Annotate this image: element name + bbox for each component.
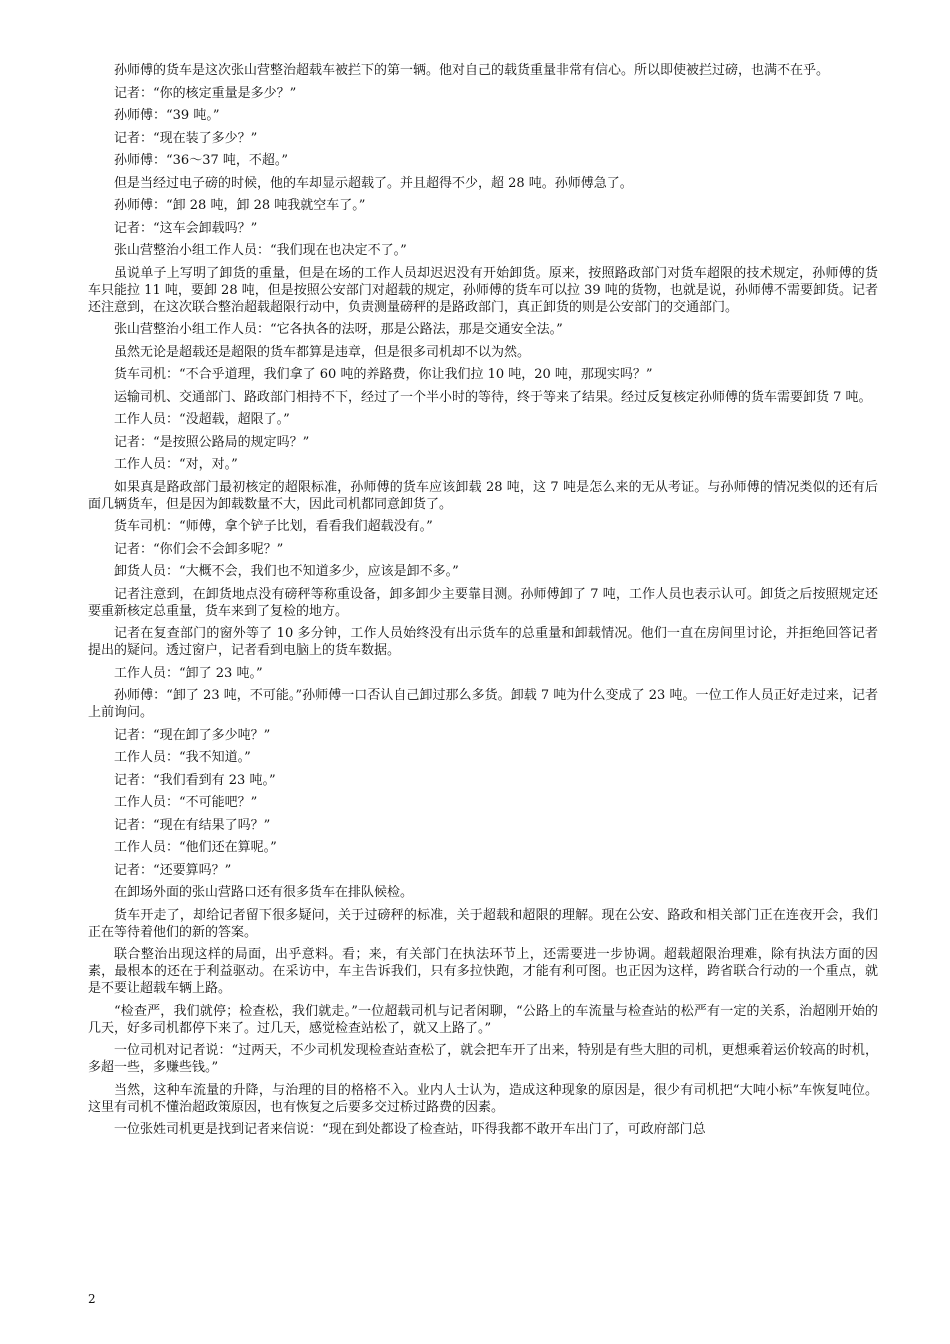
paragraph: 记者注意到，在卸货地点没有磅秤等称重设备，卸多卸少主要靠目测。孙师傅卸了 7 吨，工作人员也表示认可。卸货之后按照规定还要重新核定总重量，货车来到了复检的地方。 — [88, 586, 878, 619]
paragraph: 记者在复查部门的窗外等了 10 多分钟，工作人员始终没有出示货车的总重量和卸载情况。他们一直在房间里讨论，并拒绝回答记者提出的疑问。透过窗户，记者看到电脑上的货车数据。 — [88, 626, 878, 658]
paragraph: 记者：“我们看到有 23 吨。” — [114, 772, 276, 788]
paragraph: 张山营整治小组工作人员：“我们现在也决定不了。” — [114, 243, 407, 258]
page-number: 2 — [88, 1292, 96, 1306]
paragraph: 孙师傅：“39 吨。” — [114, 108, 220, 123]
paragraph: 虽说单子上写明了卸货的重量，但是在场的工作人员却迟迟没有开始卸货。原来，按照路政部门对货车超限的技术规定，孙师傅的货车只能拉 11 吨，要卸 28 吨，但是按照公安部门对超载的规定，孙师傅的货车可以拉 39 吨的货物，也就是说，孙师傅不需要卸货。记者还注意到，在这次联合整治超载超限行动中，负责测量磅秤的是路政部门，真正卸货的则是公安部门的交通部门。 — [88, 265, 878, 315]
paragraph: 虽然无论是超载还是超限的货车都算是违章，但是很多司机却不以为然。 — [114, 344, 531, 360]
paragraph: 孙师傅：“卸了 23 吨，不可能。”孙师傅一口否认自己卸过那么多货。卸载 7 吨为什么变成了 23 吨。一位工作人员正好走过来，记者上前询问。 — [88, 688, 878, 720]
paragraph: 孙师傅：“36～37 吨，不超。” — [114, 153, 289, 168]
paragraph: 运输司机、交通部门、路政部门相持不下，经过了一个半小时的等待，终于等来了结果。经过反复核定孙师傅的货车需要卸货 7 吨。 — [114, 389, 872, 405]
paragraph: 在卸场外面的张山营路口还有很多货车在排队候检。 — [114, 885, 414, 900]
paragraph: 记者：“是按照公路局的规定吗？” — [114, 434, 310, 450]
paragraph: 张山营整治小组工作人员：“它各执各的法呀，那是公路法，那是交通安全法。” — [114, 322, 563, 337]
paragraph: 工作人员：“不可能吧？” — [114, 795, 258, 810]
paragraph: 联合整治出现这样的局面，出乎意料。看；来，有关部门在执法环节上，还需要进一步协调。超载超限治理难，除有执法方面的因素，最根本的还在于利益驱动。在采访中，车主告诉我们，只有多拉快跑，才能有利可图。也正因为这样，跨省联合行动的一个重点，就是不要让超载车辆上路。 — [88, 947, 878, 996]
paragraph: “检查严，我们就停；检查松，我们就走。”一位超载司机与记者闲聊，“公路上的车流量与检查站的松严有一定的关系，治超刚开始的几天，好多司机都停下来了。过几天，感觉检查站松了，就又上路了。” — [88, 1003, 878, 1036]
paragraph: 一位张姓司机更是找到记者来信说：“现在到处都设了检查站，吓得我都不敢开车出门了，可政府部门总 — [114, 1122, 706, 1137]
paragraph: 记者：“你的核定重量是多少？” — [114, 85, 297, 101]
paragraph: 记者：“还要算吗？” — [114, 862, 232, 878]
paragraph: 记者：“现在卸了多少吨？” — [114, 727, 271, 743]
document-body — [88, 62, 878, 1144]
paragraph: 当然，这种车流量的升降，与治理的目的格格不入。业内人士认为，造成这种现象的原因是，很少有司机把“大吨小标”车恢复吨位。这里有司机不懂治超政策原因，也有恢复之后要多交过桥过路费的因素。 — [88, 1082, 878, 1115]
paragraph: 工作人员：“没超载，超限了。” — [114, 412, 290, 427]
paragraph: 工作人员：“他们还在算呢。” — [114, 840, 277, 855]
paragraph: 货车司机：“不合乎道理，我们拿了 60 吨的养路费，你让我们拉 10 吨，20 吨，那现实吗？” — [114, 367, 653, 382]
paragraph: 货车开走了，却给记者留下很多疑问，关于过磅秤的标准，关于超载和超限的理解。现在公安、路政和相关部门正在连夜开会，我们正在等待着他们的新的答案。 — [88, 907, 878, 940]
paragraph: 如果真是路政部门最初核定的超限标准，孙师傅的货车应该卸载 28 吨，这 7 吨是怎么来的无从考证。与孙师傅的情况类似的还有后面几辆货车，但是因为卸载数量不大，因此司机都同意卸货了。 — [88, 479, 878, 512]
paragraph: 记者：“你们会不会卸多呢？” — [114, 541, 284, 557]
paragraph: 卸货人员：“大概不会，我们也不知道多少，应该是卸不多。” — [114, 564, 459, 579]
paragraph: 记者：“这车会卸载吗？” — [114, 220, 258, 236]
paragraph: 但是当经过电子磅的时候，他的车却显示超载了。并且超得不少，超 28 吨。孙师傅急了。 — [114, 175, 633, 191]
paragraph: 记者：“现在装了多少？” — [114, 130, 258, 146]
paragraph: 工作人员：“我不知道。” — [114, 750, 251, 765]
paragraph: 孙师傅：“卸 28 吨，卸 28 吨我就空车了。” — [114, 198, 366, 213]
paragraph: 一位司机对记者说：“过两天，不少司机发现检查站查松了，就会把车开了出来，特别是有些大胆的司机，更想乘着运价较高的时机，多超一些，多赚些钱。” — [88, 1043, 878, 1075]
paragraph: 工作人员：“卸了 23 吨。” — [114, 665, 263, 681]
paragraph: 记者：“现在有结果了吗？” — [114, 817, 271, 833]
paragraph: 孙师傅的货车是这次张山营整治超载车被拦下的第一辆。他对自己的载货重量非常有信心。所以即使被拦过磅，也满不在乎。 — [114, 63, 830, 78]
paragraph: 工作人员：“对，对。” — [114, 457, 238, 472]
paragraph: 货车司机：“师傅，拿个铲子比划，看看我们超载没有。” — [114, 519, 433, 534]
